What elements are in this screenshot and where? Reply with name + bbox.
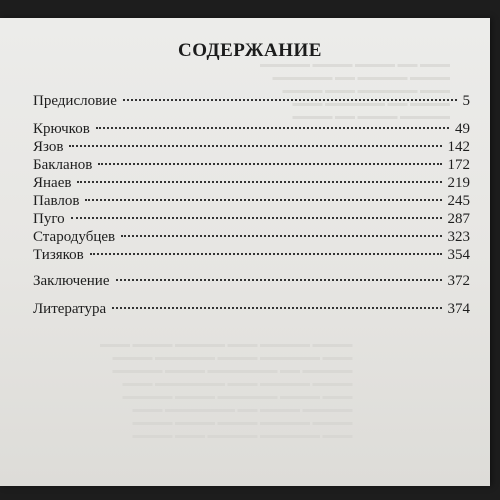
toc-entry-label: Литература xyxy=(33,301,107,317)
toc-entry-starodubtsev xyxy=(33,229,470,247)
toc-entry-page: 354 xyxy=(447,247,470,263)
dot-leader xyxy=(71,217,442,219)
toc-entry-conclusion xyxy=(33,273,470,291)
toc-entry-page: 374 xyxy=(447,301,470,317)
toc-entry-page: 219 xyxy=(447,175,470,191)
toc-entry-page: 245 xyxy=(447,193,470,209)
toc-entry-label: Пуго xyxy=(33,211,65,227)
toc-entry-page: 287 xyxy=(447,211,470,227)
toc-entry-label: Бакланов xyxy=(33,157,93,173)
toc-entry-page: 372 xyxy=(447,273,470,289)
book-page xyxy=(0,18,490,486)
dot-leader xyxy=(121,235,441,237)
toc-entry-yanaev xyxy=(33,175,470,193)
toc-entry-page: 5 xyxy=(462,93,470,109)
dot-leader xyxy=(112,307,441,309)
toc-entry-pugo xyxy=(33,211,470,229)
toc-entry-yazov xyxy=(33,139,470,157)
toc-entry-label: Тизяков xyxy=(33,247,84,263)
toc-entry-label: Стародубцев xyxy=(33,229,116,245)
toc-entry-label: Предисловие xyxy=(33,93,117,109)
toc-entry-page: 323 xyxy=(447,229,470,245)
toc-entry-page: 142 xyxy=(447,139,470,155)
show-through-text: ▬▬▬ ▬▬ ▬▬▬▬ ▬▬▬▬ ▬▬▬▬▬ ▬▬▬▬ ▬▬▬▬▬ ▬▬ ▬▬▬▬▬▬ ▬▬▬ ▬▬▬▬▬▬ ▬▬▬ ▬▬▬▬ ▬▬▬▬ ▬▬ ▬▬▬▬▬▬ ▬▬▬ ▬▬▬▬▬ ▬▬▬▬ ▬▬ ▬▬▬▬ xyxy=(260,59,450,122)
toc-entry-label: Янаев xyxy=(33,175,72,191)
dot-leader xyxy=(116,279,442,281)
toc-entry-tizyakov xyxy=(33,247,470,265)
dot-leader xyxy=(77,181,441,183)
dot-leader xyxy=(96,127,449,129)
toc-entry-pavlov xyxy=(33,193,470,211)
toc-entry-kryuchkov xyxy=(33,121,470,139)
toc-entry-label: Павлов xyxy=(33,193,80,209)
toc-entry-page: 49 xyxy=(455,121,470,137)
page-title: СОДЕРЖАНИЕ xyxy=(178,40,322,61)
toc-entry-label: Язов xyxy=(33,139,64,155)
dot-leader xyxy=(69,145,441,147)
toc-entry-page: 172 xyxy=(447,157,470,173)
toc-entry-preface xyxy=(33,93,470,111)
dot-leader xyxy=(123,99,457,101)
toc-entry-label: Заключение xyxy=(33,273,110,289)
toc-entry-label: Крючков xyxy=(33,121,90,137)
dot-leader xyxy=(85,199,441,201)
toc-entry-baklanov xyxy=(33,157,470,175)
show-through-text: ▬▬▬▬ ▬▬▬▬▬ ▬▬▬ ▬▬▬▬▬ ▬▬▬▬ ▬▬▬ ▬▬▬ ▬▬▬▬▬▬ ▬▬▬▬ ▬▬▬▬▬▬ ▬▬▬▬ ▬▬▬▬▬ ▬▬ ▬▬▬▬▬▬▬ ▬▬▬▬ ▬▬▬▬▬ ▬▬▬▬ ▬▬▬▬▬ ▬▬▬ ▬▬▬▬▬▬▬ ▬▬▬ ▬▬▬ ▬▬▬▬ ▬▬▬▬▬▬ ▬▬▬▬ ▬▬▬▬▬ ▬▬▬▬▬ ▬▬▬▬ ▬▬ ▬▬▬▬▬▬▬ ▬▬▬ ▬▬▬▬ ▬▬▬▬▬ ▬▬▬▬ ▬▬▬▬ ▬▬▬▬ ▬▬▬ ▬▬▬▬▬▬ ▬▬▬▬▬ ▬▬▬ ▬▬▬▬ xyxy=(100,339,353,441)
dot-leader xyxy=(98,163,441,165)
dot-leader xyxy=(90,253,442,255)
toc-entry-literature xyxy=(33,301,470,319)
